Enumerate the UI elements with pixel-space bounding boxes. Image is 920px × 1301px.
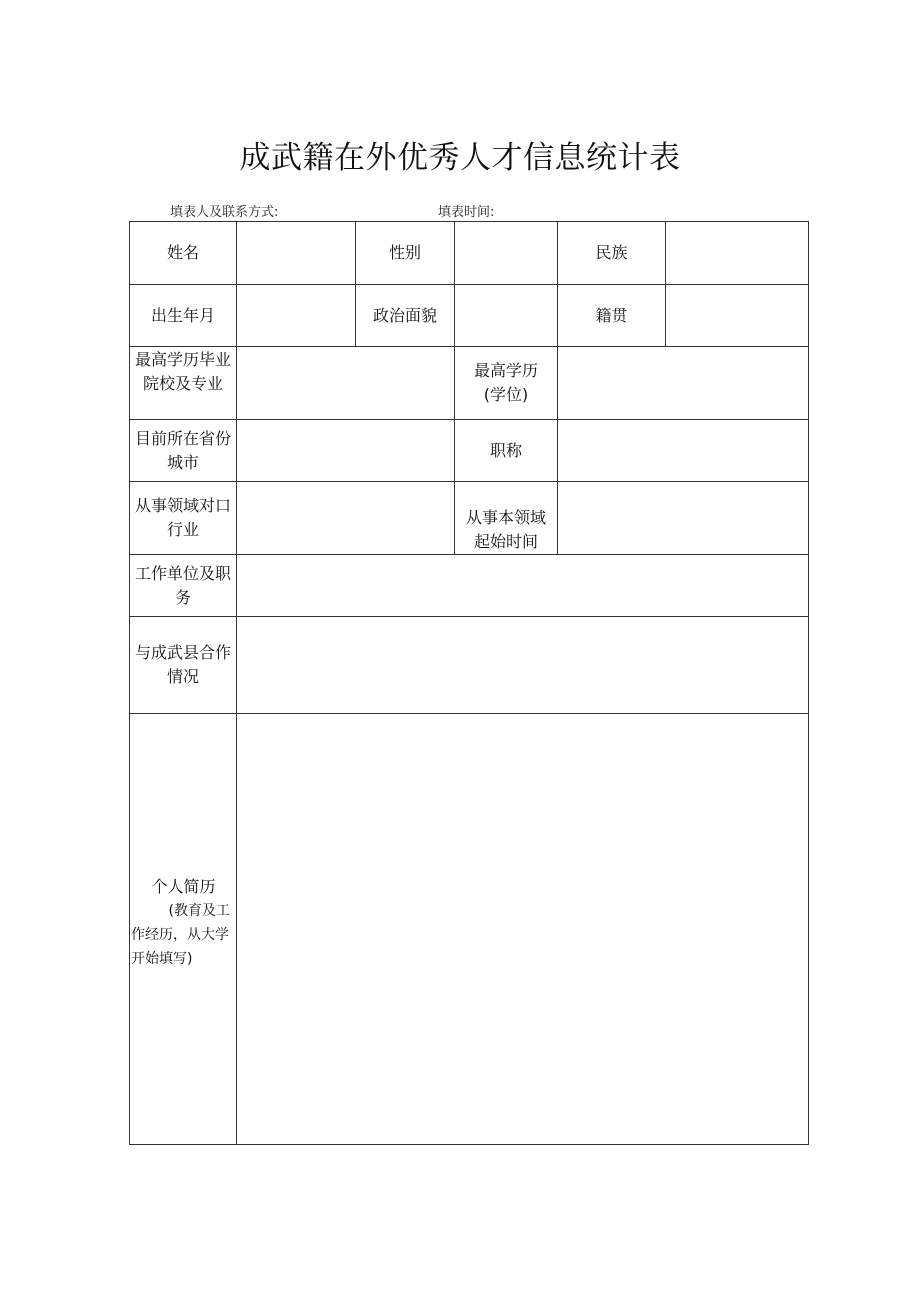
gender-field[interactable] — [455, 222, 558, 285]
start-time-label: 从事本领域 起始时间 — [455, 482, 558, 555]
name-field[interactable] — [237, 222, 356, 285]
resume-field[interactable] — [237, 714, 809, 1145]
degree-label: 最高学历 (学位) — [455, 347, 558, 420]
start-time-field[interactable] — [558, 482, 809, 555]
cooperation-field[interactable] — [237, 617, 809, 714]
gender-label: 性别 — [356, 222, 455, 285]
city-field[interactable] — [237, 420, 455, 482]
political-field[interactable] — [455, 285, 558, 347]
native-label: 籍贯 — [558, 285, 666, 347]
form-title: 成武籍在外优秀人才信息统计表 — [239, 140, 681, 176]
degree-field[interactable] — [558, 347, 809, 420]
cooperation-label: 与成武县合作 情况 — [130, 617, 237, 714]
info-form-table — [129, 221, 809, 1145]
ethnicity-label: 民族 — [558, 222, 666, 285]
resume-label: 个人简历 (教育及工 作经历，从大学 开始填写) — [130, 714, 237, 1145]
political-label: 政治面貌 — [356, 285, 455, 347]
filler-contact-label: 填表人及联系方式: — [170, 205, 279, 220]
native-field[interactable] — [666, 285, 809, 347]
title-field[interactable] — [558, 420, 809, 482]
industry-field[interactable] — [237, 482, 455, 555]
birth-label: 出生年月 — [130, 285, 237, 347]
title-label: 职称 — [455, 420, 558, 482]
fill-date-label: 填表时间: — [438, 205, 495, 220]
city-label: 目前所在省份 城市 — [130, 420, 237, 482]
school-field[interactable] — [237, 347, 455, 420]
birth-field[interactable] — [237, 285, 356, 347]
school-label: 最高学历毕业 院校及专业 — [130, 347, 237, 420]
name-label: 姓名 — [130, 222, 237, 285]
work-field[interactable] — [237, 555, 809, 617]
work-label: 工作单位及职 务 — [130, 555, 237, 617]
ethnicity-field[interactable] — [666, 222, 809, 285]
industry-label: 从事领域对口 行业 — [130, 482, 237, 555]
